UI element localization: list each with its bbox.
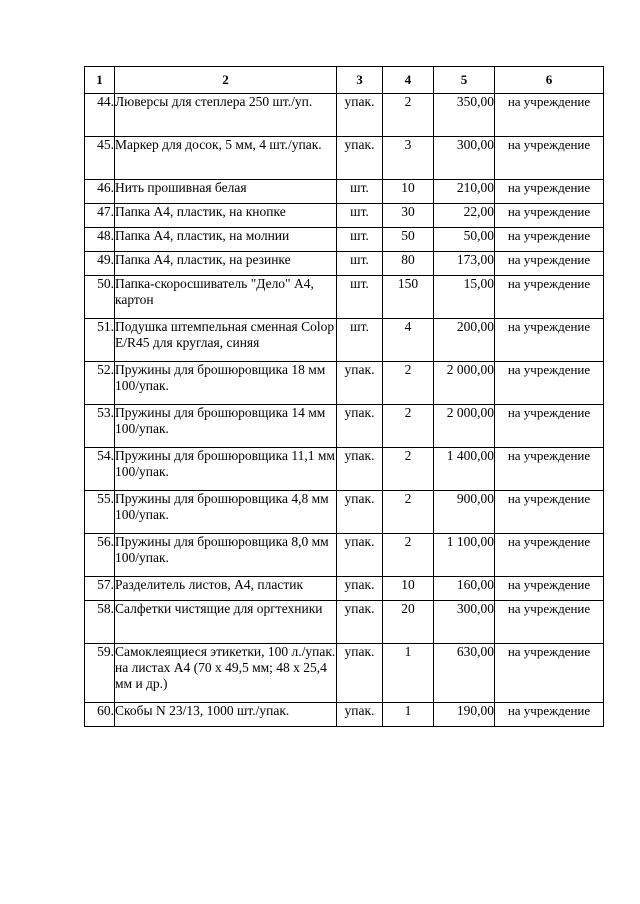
item-quantity: 2 [383, 534, 434, 577]
item-price: 300,00 [434, 601, 495, 644]
item-quantity: 2 [383, 491, 434, 534]
item-destination: на учреждение [495, 204, 604, 228]
item-destination: на учреждение [495, 448, 604, 491]
item-unit: упак. [337, 577, 383, 601]
item-price: 2 000,00 [434, 362, 495, 405]
table-row [85, 180, 604, 204]
item-name: Папка А4, пластик, на резинке [115, 252, 337, 276]
table-row [85, 228, 604, 252]
item-unit: упак. [337, 703, 383, 727]
item-quantity: 50 [383, 228, 434, 252]
item-name: Разделитель листов, А4, пластик [115, 577, 337, 601]
item-name: Пружины для брошюровщика 14 мм 100/упак. [115, 405, 337, 448]
item-destination: на учреждение [495, 601, 604, 644]
item-unit: шт. [337, 276, 383, 319]
table-row [85, 644, 604, 703]
item-price: 190,00 [434, 703, 495, 727]
row-number: 58. [85, 601, 115, 644]
item-price: 1 100,00 [434, 534, 495, 577]
item-unit: упак. [337, 491, 383, 534]
row-number: 48. [85, 228, 115, 252]
item-quantity: 20 [383, 601, 434, 644]
item-price: 1 400,00 [434, 448, 495, 491]
item-quantity: 2 [383, 405, 434, 448]
item-destination: на учреждение [495, 228, 604, 252]
item-price: 173,00 [434, 252, 495, 276]
item-name: Папка-скоросшиватель "Дело" А4, картон [115, 276, 337, 319]
table-row [85, 94, 604, 137]
item-price: 200,00 [434, 319, 495, 362]
item-name: Пружины для брошюровщика 11,1 мм 100/упак. [115, 448, 337, 491]
item-name: Салфетки чистящие для оргтехники [115, 601, 337, 644]
supplies-table [84, 66, 604, 727]
item-price: 50,00 [434, 228, 495, 252]
table-row [85, 276, 604, 319]
table-row [85, 137, 604, 180]
item-name: Пружины для брошюровщика 18 мм 100/упак. [115, 362, 337, 405]
item-quantity: 10 [383, 577, 434, 601]
table-row [85, 204, 604, 228]
item-unit: шт. [337, 319, 383, 362]
column-header-number: 1 [85, 67, 115, 94]
item-destination: на учреждение [495, 319, 604, 362]
item-name: Подушка штемпельная сменная Colop E/R45 для круглая, синяя [115, 319, 337, 362]
item-name: Пружины для брошюровщика 8,0 мм 100/упак. [115, 534, 337, 577]
row-number: 49. [85, 252, 115, 276]
item-unit: шт. [337, 180, 383, 204]
item-name: Самоклеящиеся этикетки, 100 л./упак. на листах А4 (70 х 49,5 мм; 48 х 25,4 мм и др.) [115, 644, 337, 703]
item-unit: упак. [337, 405, 383, 448]
item-price: 210,00 [434, 180, 495, 204]
item-price: 300,00 [434, 137, 495, 180]
table-row [85, 601, 604, 644]
item-unit: упак. [337, 601, 383, 644]
item-quantity: 1 [383, 703, 434, 727]
item-destination: на учреждение [495, 644, 604, 703]
table-header-row [85, 67, 604, 94]
row-number: 52. [85, 362, 115, 405]
item-name: Папка А4, пластик, на кнопке [115, 204, 337, 228]
table-row [85, 405, 604, 448]
row-number: 47. [85, 204, 115, 228]
column-header-unit: 3 [337, 67, 383, 94]
table-row [85, 252, 604, 276]
table-row [85, 362, 604, 405]
item-quantity: 30 [383, 204, 434, 228]
row-number: 57. [85, 577, 115, 601]
item-destination: на учреждение [495, 491, 604, 534]
item-unit: упак. [337, 94, 383, 137]
item-destination: на учреждение [495, 276, 604, 319]
item-unit: шт. [337, 228, 383, 252]
item-quantity: 10 [383, 180, 434, 204]
item-unit: упак. [337, 644, 383, 703]
item-destination: на учреждение [495, 94, 604, 137]
item-price: 350,00 [434, 94, 495, 137]
row-number: 59. [85, 644, 115, 703]
table-row [85, 448, 604, 491]
item-destination: на учреждение [495, 703, 604, 727]
item-price: 15,00 [434, 276, 495, 319]
column-header-name: 2 [115, 67, 337, 94]
item-unit: упак. [337, 534, 383, 577]
item-destination: на учреждение [495, 180, 604, 204]
column-header-destination: 6 [495, 67, 604, 94]
item-destination: на учреждение [495, 534, 604, 577]
item-price: 160,00 [434, 577, 495, 601]
row-number: 56. [85, 534, 115, 577]
table-row [85, 319, 604, 362]
row-number: 54. [85, 448, 115, 491]
item-name: Нить прошивная белая [115, 180, 337, 204]
table-row [85, 577, 604, 601]
table-row [85, 534, 604, 577]
table-row [85, 703, 604, 727]
item-price: 22,00 [434, 204, 495, 228]
item-price: 900,00 [434, 491, 495, 534]
column-header-quantity: 4 [383, 67, 434, 94]
item-price: 2 000,00 [434, 405, 495, 448]
row-number: 51. [85, 319, 115, 362]
item-name: Скобы N 23/13, 1000 шт./упак. [115, 703, 337, 727]
item-destination: на учреждение [495, 405, 604, 448]
item-unit: шт. [337, 252, 383, 276]
row-number: 44. [85, 94, 115, 137]
row-number: 55. [85, 491, 115, 534]
item-unit: упак. [337, 362, 383, 405]
table-row [85, 491, 604, 534]
item-name: Маркер для досок, 5 мм, 4 шт./упак. [115, 137, 337, 180]
row-number: 60. [85, 703, 115, 727]
row-number: 45. [85, 137, 115, 180]
item-unit: упак. [337, 137, 383, 180]
item-destination: на учреждение [495, 252, 604, 276]
item-name: Папка А4, пластик, на молнии [115, 228, 337, 252]
item-quantity: 3 [383, 137, 434, 180]
item-quantity: 2 [383, 448, 434, 491]
item-quantity: 150 [383, 276, 434, 319]
item-unit: упак. [337, 448, 383, 491]
item-price: 630,00 [434, 644, 495, 703]
item-quantity: 2 [383, 362, 434, 405]
item-destination: на учреждение [495, 137, 604, 180]
item-destination: на учреждение [495, 362, 604, 405]
item-destination: на учреждение [495, 577, 604, 601]
item-unit: шт. [337, 204, 383, 228]
item-name: Пружины для брошюровщика 4,8 мм 100/упак. [115, 491, 337, 534]
row-number: 53. [85, 405, 115, 448]
item-quantity: 80 [383, 252, 434, 276]
item-quantity: 4 [383, 319, 434, 362]
row-number: 46. [85, 180, 115, 204]
item-quantity: 2 [383, 94, 434, 137]
item-name: Люверсы для степлера 250 шт./уп. [115, 94, 337, 137]
row-number: 50. [85, 276, 115, 319]
item-quantity: 1 [383, 644, 434, 703]
column-header-price: 5 [434, 67, 495, 94]
